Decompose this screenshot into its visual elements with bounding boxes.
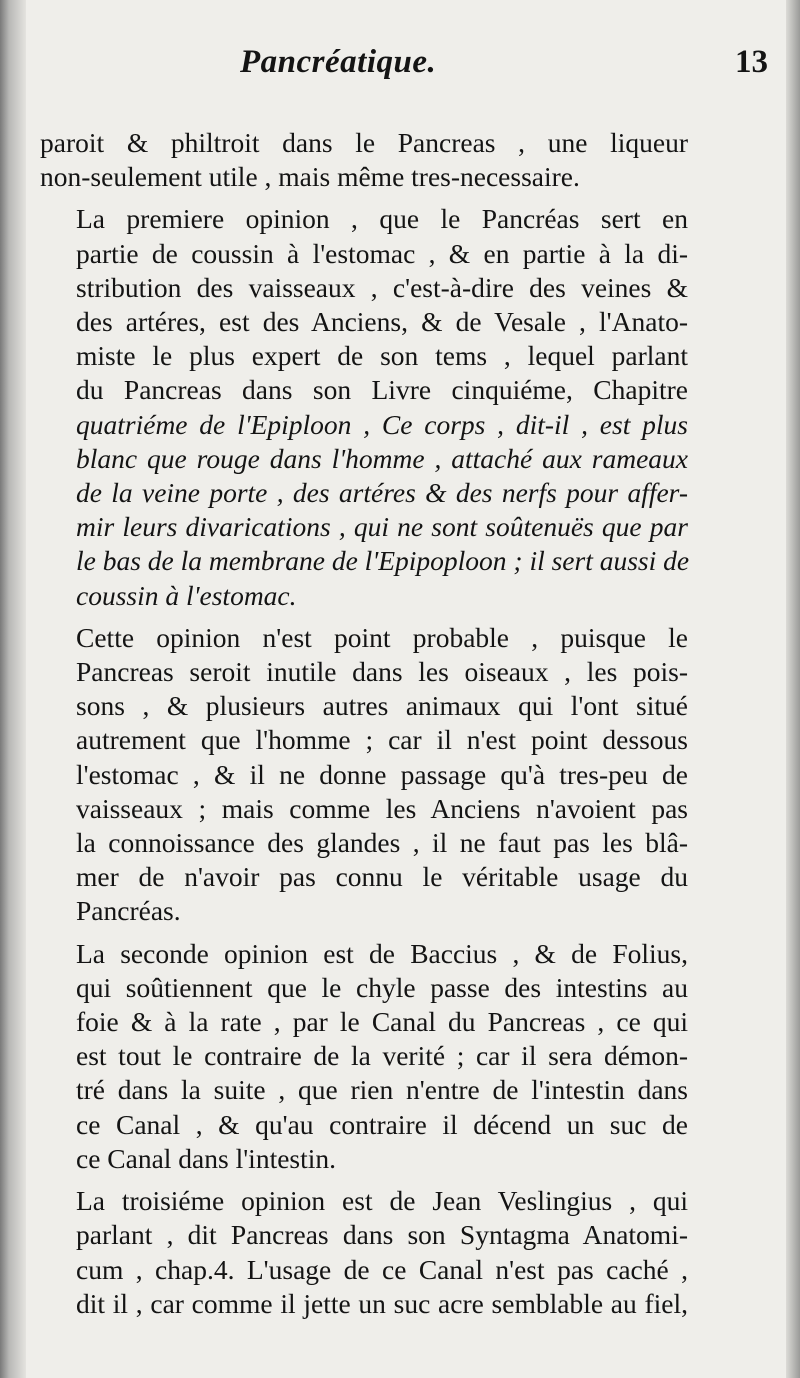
- running-title: Pancréatique.: [240, 44, 437, 80]
- paragraph-2: [40, 202, 688, 612]
- text-line: stribution des vaisseaux , c'est-à-dire des veines &: [76, 271, 688, 303]
- text-line: vaisseaux ; mais comme les Anciens n'avoient pas: [76, 792, 688, 824]
- text-line: La troisiéme opinion est de Jean Veslingius , qui: [76, 1185, 688, 1217]
- text-line: miste le plus expert de son tems , lequel parlant: [76, 340, 688, 372]
- text-line: mer de n'avoir pas connu le véritable usage du: [76, 861, 688, 893]
- text-line: dit il , car comme il jette un suc acre semblable au fiel,: [76, 1287, 688, 1319]
- text-line: parlant , dit Pancreas dans son Syntagma Anatomi-: [76, 1219, 688, 1251]
- text-line-italic: blanc que rouge dans l'homme , attaché aux rameaux: [76, 442, 688, 474]
- text-line: est tout le contraire de la verité ; car il sera démon-: [76, 1040, 688, 1072]
- page-number: 13: [735, 44, 768, 80]
- paragraph-3: [40, 621, 688, 929]
- text-line-italic: coussin à l'estomac.: [76, 579, 297, 611]
- text-line: ce Canal dans l'intestin.: [76, 1142, 337, 1174]
- text-line: sons , & plusieurs autres animaux qui l'ont situé: [76, 690, 688, 722]
- text-line: Pancreas seroit inutile dans les oiseaux , les pois-: [76, 656, 688, 688]
- text-line: Cette opinion n'est point probable , puisque le: [76, 621, 688, 653]
- text-line: cum , chap.4. L'usage de ce Canal n'est pas caché ,: [76, 1253, 688, 1285]
- paragraph-1: [40, 126, 688, 194]
- text-line: La seconde opinion est de Baccius , & de Folius,: [76, 937, 688, 969]
- text-line: qui soûtiennent que le chyle passe des intestins au: [76, 971, 688, 1003]
- text-line: Pancréas.: [76, 895, 181, 927]
- text-line: La premiere opinion , que le Pancréas sert en: [76, 203, 688, 235]
- text-line-italic: le bas de la membrane de l'Epipoploon ; il sert aussi de: [76, 545, 690, 577]
- text-line: autrement que l'homme ; car il n'est point dessous: [76, 724, 688, 756]
- page-gutter-shadow: [0, 0, 26, 1378]
- text-line: foie & à la rate , par le Canal du Pancreas , ce qui: [76, 1006, 688, 1038]
- text-line: partie de coussin à l'estomac , & en partie à la di-: [76, 237, 688, 269]
- text-line-italic: de la veine porte , des artéres & des nerfs pour affer-: [76, 477, 688, 509]
- paragraph-5: [40, 1184, 688, 1321]
- text-line: du Pancreas dans son Livre cinquiéme, Chapitre: [76, 374, 688, 406]
- text-line: la connoissance des glandes , il ne faut pas les blâ-: [76, 827, 688, 859]
- running-head: [40, 40, 768, 106]
- text-line: non-seulement utile , mais même tres-necessaire.: [40, 161, 580, 193]
- text-line: tré dans la suite , que rien n'entre de l'intestin dans: [76, 1074, 688, 1106]
- text-line-italic: quatriéme de l'Epiploon , Ce corps , dit-il , est plus: [76, 408, 688, 440]
- text-line: ce Canal , & qu'au contraire il décend un suc de: [76, 1108, 688, 1140]
- page-edge-shadow: [786, 0, 800, 1378]
- text-line: paroit & philtroit dans le Pancreas , une liqueur: [40, 127, 688, 158]
- body-text: [40, 126, 688, 1321]
- text-line-italic: mir leurs divarications , qui ne sont soûtenuës que par: [76, 511, 688, 543]
- text-line: l'estomac , & il ne donne passage qu'à tres-peu de: [76, 758, 688, 790]
- text-line: des artéres, est des Anciens, & de Vesale , l'Anato-: [76, 306, 688, 338]
- paragraph-4: [40, 937, 688, 1176]
